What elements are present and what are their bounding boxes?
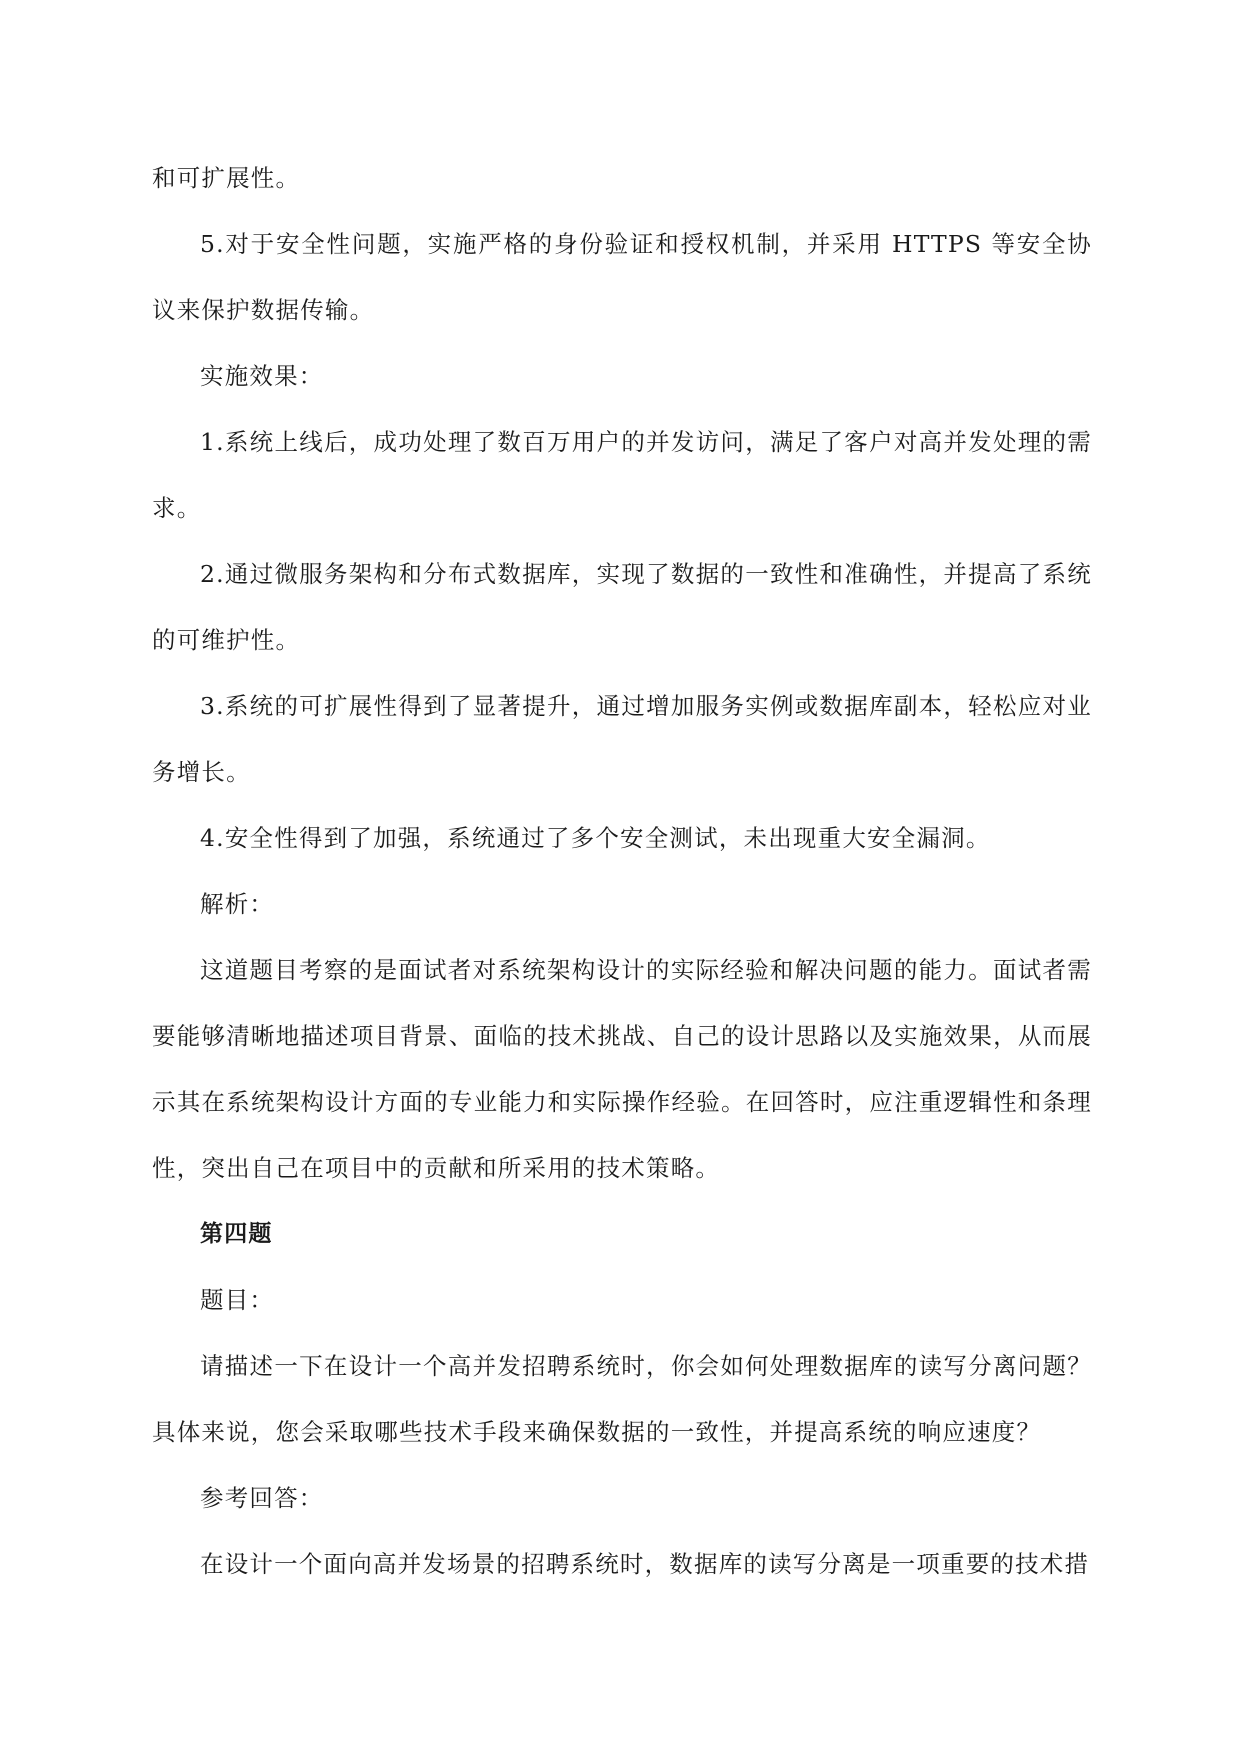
paragraph-result-item-4: 4.安全性得到了加强，系统通过了多个安全测试，未出现重大安全漏洞。 bbox=[200, 824, 991, 852]
paragraph-continuation: 和可扩展性。 bbox=[152, 164, 301, 192]
paragraph-answer-body: 在设计一个面向高并发场景的招聘系统时，数据库的读写分离是一项重要的技术措 bbox=[200, 1550, 1090, 1578]
paragraph-question-body: 请描述一下在设计一个高并发招聘系统时，你会如何处理数据库的读写分离问题？具体来说，您会采取哪些技术手段来确保数据的一致性，并提高系统的响应速度？ bbox=[152, 1352, 1092, 1446]
paragraph-results-label: 实施效果： bbox=[200, 362, 324, 390]
document-body bbox=[152, 145, 1092, 1597]
paragraph-analysis-label: 解析： bbox=[200, 890, 275, 918]
paragraph-result-item-1: 1.系统上线后，成功处理了数百万用户的并发访问，满足了客户对高并发处理的需求。 bbox=[152, 428, 1092, 522]
section-heading-question-4: 第四题 bbox=[200, 1221, 273, 1247]
paragraph-result-item-3: 3.系统的可扩展性得到了显著提升，通过增加服务实例或数据库副本，轻松应对业务增长。 bbox=[152, 692, 1092, 786]
paragraph-result-item-2: 2.通过微服务架构和分布式数据库，实现了数据的一致性和准确性，并提高了系统的可维护性。 bbox=[152, 560, 1092, 654]
paragraph-security-item-5: 5.对于安全性问题，实施严格的身份验证和授权机制，并采用 HTTPS 等安全协议来保护数据传输。 bbox=[152, 230, 1092, 324]
paragraph-analysis-body: 这道题目考察的是面试者对系统架构设计的实际经验和解决问题的能力。面试者需要能够清晰地描述项目背景、面临的技术挑战、自己的设计思路以及实施效果，从而展示其在系统架构设计方面的专业能力和实际操作经验。在回答时，应注重逻辑性和条理性，突出自己在项目中的贡献和所采用的技术策略。 bbox=[152, 956, 1092, 1182]
paragraph-answer-label: 参考回答： bbox=[200, 1484, 324, 1512]
paragraph-question-label: 题目： bbox=[200, 1286, 275, 1314]
